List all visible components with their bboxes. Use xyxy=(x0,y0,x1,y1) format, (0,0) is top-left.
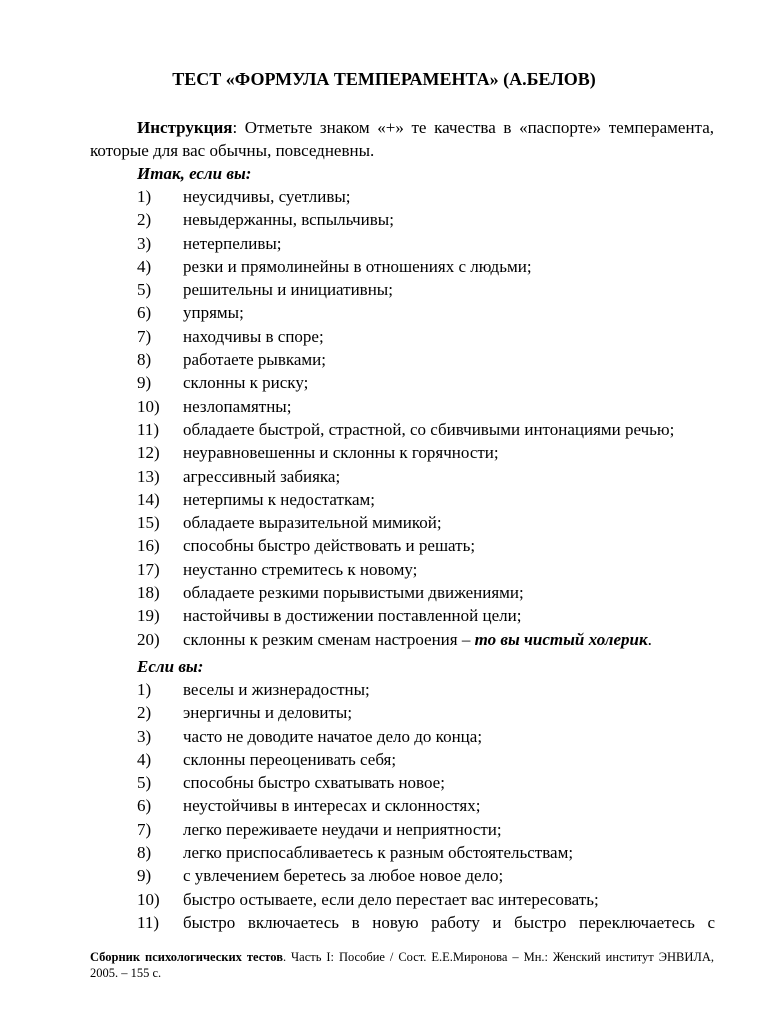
list-item xyxy=(137,488,715,511)
list-item xyxy=(137,301,715,324)
instruction-text: : Отметьте знаком «+» те качества в «паспорте» темперамента, которые для вас обычны, повседневны. xyxy=(90,118,714,161)
item-number: 1) xyxy=(137,187,152,206)
list-item xyxy=(137,771,715,794)
item-text: способны быстро схватывать новое; xyxy=(183,773,445,793)
list-item xyxy=(137,888,715,911)
item-number: 11) xyxy=(137,419,160,439)
item-number: 7) xyxy=(137,326,152,346)
item-text: обладаете быстрой, страстной, со сбивчивыми интонациями речью; xyxy=(183,419,675,439)
list-item xyxy=(137,818,715,841)
item-number: 20) xyxy=(137,629,160,649)
instruction-paragraph xyxy=(90,116,714,163)
list-item xyxy=(137,794,715,817)
item-text: неустанно стремитесь к новому; xyxy=(183,559,418,579)
footer-citation xyxy=(90,950,714,981)
item-number: 8) xyxy=(137,843,152,863)
list-item xyxy=(137,534,715,557)
item-number: 10) xyxy=(137,889,160,909)
item-text-main: склонны к резким сменам настроения – xyxy=(183,629,475,649)
footer-publication: . Часть I: Пособие / Сост. Е.Е.Миронова – Мн.: Женский институт ЭНВИЛА, 2005. – 155 с. xyxy=(90,950,714,980)
item-number: 19) xyxy=(137,606,160,626)
list-item xyxy=(137,725,715,748)
list-item xyxy=(137,325,715,348)
item-text: нетерпимы к недостаткам; xyxy=(183,489,375,509)
item-number: 5) xyxy=(137,773,152,793)
item-text: часто не доводите начатое дело до конца; xyxy=(183,726,483,746)
item-text: склонны переоценивать себя; xyxy=(183,749,397,769)
item-number: 6) xyxy=(137,796,152,816)
list-item xyxy=(137,558,715,581)
item-number: 5) xyxy=(137,280,152,300)
item-number: 9) xyxy=(137,373,152,393)
instruction-label: Инструкция xyxy=(137,118,233,137)
item-number: 16) xyxy=(137,536,160,556)
section2-heading: Если вы: xyxy=(137,657,204,676)
item-text: неуравновешенны и склонны к горячности; xyxy=(183,443,499,463)
item-number: 2) xyxy=(137,210,152,230)
item-number: 9) xyxy=(137,866,152,886)
item-text: невыдержанны, вспыльчивы; xyxy=(183,210,394,230)
item-text: агрессивный забияка; xyxy=(183,466,341,486)
item-number: 15) xyxy=(137,513,160,533)
list-item xyxy=(137,371,715,394)
list-item xyxy=(137,748,715,771)
item-text xyxy=(183,628,652,651)
item-text: легко приспосабливаетесь к разным обстоятельствам; xyxy=(183,843,574,863)
item-text: резки и прямолинейны в отношениях с людьми; xyxy=(183,256,532,276)
list-item xyxy=(137,678,715,701)
item-text: обладаете выразительной мимикой; xyxy=(183,513,442,533)
section1-heading: Итак, если вы: xyxy=(137,164,252,183)
item-text: с увлечением беретесь за любое новое дело; xyxy=(183,866,504,886)
list-item xyxy=(137,864,715,887)
list-item xyxy=(137,255,715,278)
item-text: нетерпеливы; xyxy=(183,233,282,253)
list-item xyxy=(137,511,715,534)
item-text: способны быстро действовать и решать; xyxy=(183,536,476,556)
item-number: 18) xyxy=(137,583,160,603)
choleric-traits-list xyxy=(137,185,715,651)
sanguine-traits-list xyxy=(137,678,715,934)
item-number: 4) xyxy=(137,256,152,276)
list-item xyxy=(137,278,715,301)
list-item xyxy=(137,701,715,724)
item-text: решительны и инициативны; xyxy=(183,280,393,300)
item-text: настойчивы в достижении поставленной цели; xyxy=(183,606,522,626)
item-number: 1) xyxy=(137,680,152,699)
item-number: 10) xyxy=(137,396,160,416)
item-text: упрямы; xyxy=(183,303,244,323)
item-number: 12) xyxy=(137,443,160,463)
list-item xyxy=(137,348,715,371)
item-number: 14) xyxy=(137,489,160,509)
item-text: неустойчивы в интересах и склонностях; xyxy=(183,796,481,816)
item-text: находчивы в споре; xyxy=(183,326,324,346)
item-text: обладаете резкими порывистыми движениями; xyxy=(183,583,524,603)
item-text: быстро остываете, если дело перестает вас интересовать; xyxy=(183,889,599,909)
list-item xyxy=(137,628,715,651)
footer-book-title: Сборник психологических тестов xyxy=(90,950,283,964)
list-item xyxy=(137,418,715,441)
item-text: легко переживаете неудачи и неприятности; xyxy=(183,819,502,839)
item-number: 3) xyxy=(137,726,152,746)
page-title: ТЕСТ «ФОРМУЛА ТЕМПЕРАМЕНТА» (А.БЕЛОВ) xyxy=(172,69,596,89)
item-number: 13) xyxy=(137,466,160,486)
list-item xyxy=(137,232,715,255)
item-text: неусидчивы, суетливы; xyxy=(183,187,351,206)
item-number: 6) xyxy=(137,303,152,323)
list-item xyxy=(137,208,715,231)
temperament-conclusion: то вы чистый холерик xyxy=(474,629,648,649)
item-number: 8) xyxy=(137,350,152,370)
item-text: склонны к риску; xyxy=(183,373,309,393)
list-item xyxy=(137,911,715,934)
item-number: 17) xyxy=(137,559,160,579)
item-number: 4) xyxy=(137,749,152,769)
item-number: 7) xyxy=(137,819,152,839)
list-item xyxy=(137,841,715,864)
list-item xyxy=(137,581,715,604)
list-item xyxy=(137,465,715,488)
item-text: энергичны и деловиты; xyxy=(183,703,353,723)
item-text: незлопамятны; xyxy=(183,396,292,416)
item-number: 11) xyxy=(137,912,160,932)
item-number: 2) xyxy=(137,703,152,723)
list-item xyxy=(137,185,715,208)
item-text: работаете рывками; xyxy=(183,350,326,370)
list-item xyxy=(137,441,715,464)
item-number: 3) xyxy=(137,233,152,253)
item-text-end: . xyxy=(647,629,652,649)
list-item xyxy=(137,604,715,627)
item-text: веселы и жизнерадостны; xyxy=(183,680,370,699)
item-text: быстро включаетесь в новую работу и быстро переключаетесь с xyxy=(183,912,715,932)
list-item xyxy=(137,395,715,418)
